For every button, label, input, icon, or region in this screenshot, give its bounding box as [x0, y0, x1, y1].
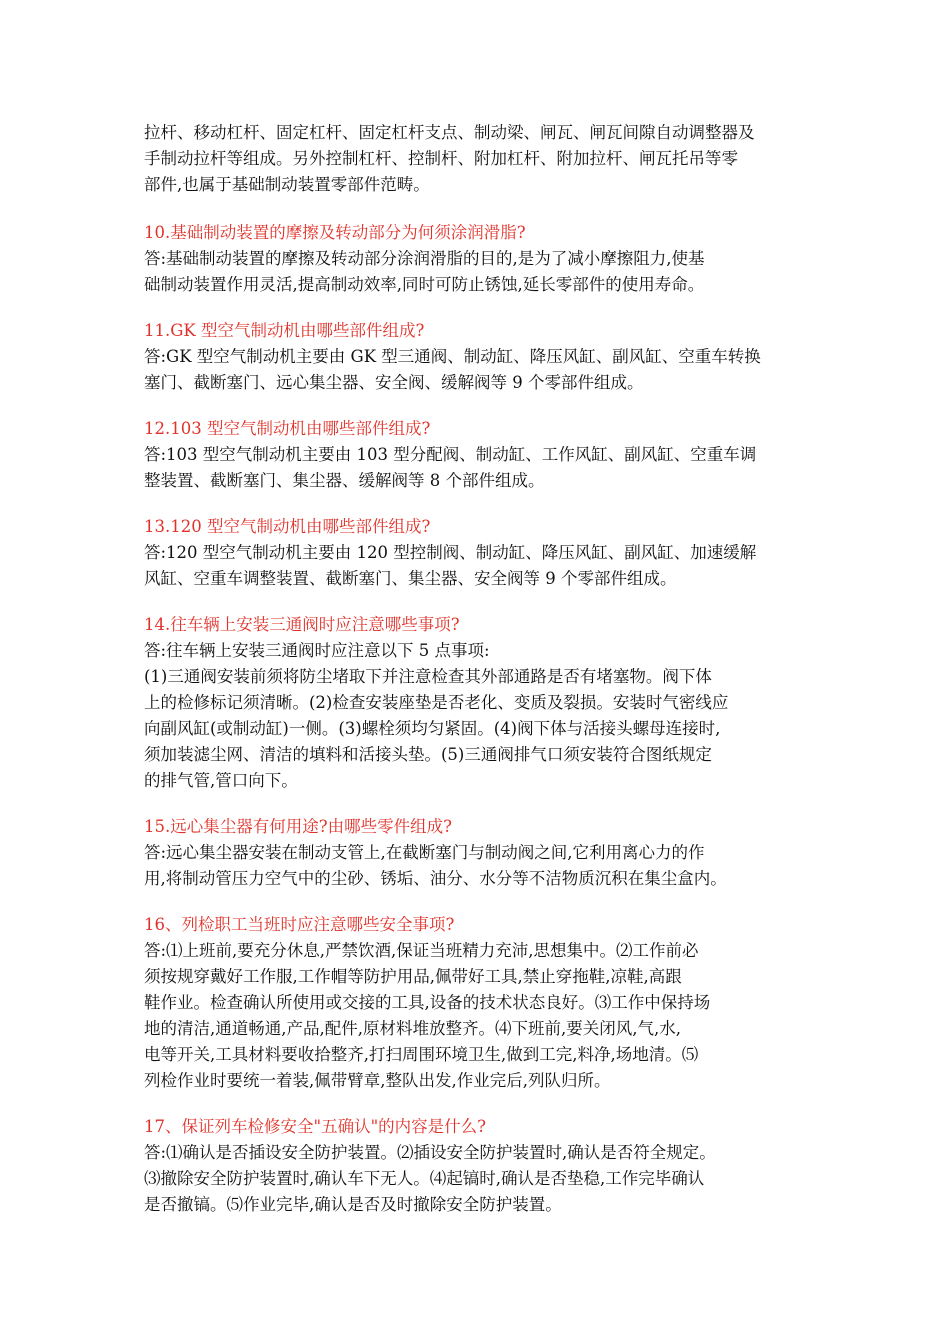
answer-line: 用,将制动管压力空气中的尘砂、锈垢、油分、水分等不洁物质沉积在集尘盒内。 [144, 869, 727, 888]
answer-line: 答:120 型空气制动机主要由 120 型控制阀、制动缸、降压风缸、副风缸、加速缓解 [144, 543, 757, 562]
question-heading: 13.120 型空气制动机由哪些部件组成? [144, 517, 431, 536]
answer-line: 塞门、截断塞门、远心集尘器、安全阀、缓解阀等 9 个零部件组成。 [144, 373, 644, 392]
intro-line: 拉杆、移动杠杆、固定杠杆、固定杠杆支点、制动梁、闸瓦、闸瓦间隙自动调整器及 [144, 123, 755, 142]
qa-item-12 [144, 416, 816, 494]
qa-item-17 [144, 1114, 816, 1218]
answer-line: 答:103 型空气制动机主要由 103 型分配阀、制动缸、工作风缸、副风缸、空重车调 [144, 445, 757, 464]
qa-item-15 [144, 814, 816, 892]
answer-line: 须加装滤尘网、清洁的填料和活接头垫。(5)三通阀排气口须安装符合图纸规定 [144, 745, 712, 764]
answer-line: 须按规穿戴好工作服,工作帽等防护用品,佩带好工具,禁止穿拖鞋,凉鞋,高跟 [144, 967, 682, 986]
answer-paragraph [144, 344, 816, 396]
answer-paragraph [144, 442, 816, 494]
answer-line: 答:往车辆上安装三通阀时应注意以下 5 点事项: [144, 641, 490, 660]
answer-line: 答:基础制动装置的摩擦及转动部分涂润滑脂的目的,是为了减小摩擦阻力,使基 [144, 249, 705, 268]
question-heading: 17、保证列车检修安全"五确认"的内容是什么? [144, 1117, 487, 1136]
question-heading: 15.远心集尘器有何用途?由哪些零件组成? [144, 817, 452, 836]
answer-paragraph [144, 246, 816, 298]
qa-item-13 [144, 514, 816, 592]
answer-line: 是否撤镐。⑸作业完毕,确认是否及时撤除安全防护装置。 [144, 1195, 562, 1214]
question-heading: 10.基础制动装置的摩擦及转动部分为何须涂润滑脂? [144, 223, 526, 242]
answer-line: 答:⑴确认是否插设安全防护装置。⑵插设安全防护装置时,确认是否符全规定。 [144, 1143, 716, 1162]
answer-paragraph [144, 638, 816, 794]
answer-line: 整装置、截断塞门、集尘器、缓解阀等 8 个部件组成。 [144, 471, 545, 490]
answer-paragraph [144, 540, 816, 592]
answer-line: 答:GK 型空气制动机主要由 GK 型三通阀、制动缸、降压风缸、副风缸、空重车转换 [144, 347, 761, 366]
question-heading: 14.往车辆上安装三通阀时应注意哪些事项? [144, 615, 460, 634]
answer-paragraph [144, 1140, 816, 1218]
document-page [144, 120, 816, 1238]
answer-line: 向副风缸(或制动缸)一侧。(3)螺栓须均匀紧固。(4)阀下体与活接头螺母连接时, [144, 719, 721, 738]
answer-line: 础制动装置作用灵活,提高制动效率,同时可防止锈蚀,延长零部件的使用寿命。 [144, 275, 705, 294]
answer-line: 地的清洁,通道畅通,产品,配件,原材料堆放整齐。⑷下班前,要关闭风,气,水, [144, 1019, 681, 1038]
answer-paragraph [144, 938, 816, 1094]
answer-line: (1)三通阀安装前须将防尘堵取下并注意检查其外部通路是否有堵塞物。阀下体 [144, 667, 712, 686]
intro-line: 手制动拉杆等组成。另外控制杠杆、控制杆、附加杠杆、附加拉杆、闸瓦托吊等零 [144, 149, 738, 168]
answer-line: 风缸、空重车调整装置、截断塞门、集尘器、安全阀等 9 个零部件组成。 [144, 569, 677, 588]
qa-item-11 [144, 318, 816, 396]
qa-item-16 [144, 912, 816, 1094]
answer-line: 鞋作业。检查确认所使用或交接的工具,设备的技术状态良好。⑶工作中保持场 [144, 993, 711, 1012]
answer-paragraph [144, 840, 816, 892]
question-heading: 11.GK 型空气制动机由哪些部件组成? [144, 321, 425, 340]
answer-line: 电等开关,工具材料要收拾整齐,打扫周围环境卫生,做到工完,料净,场地清。⑸ [144, 1045, 699, 1064]
answer-line: 答:⑴上班前,要充分休息,严禁饮酒,保证当班精力充沛,思想集中。⑵工作前必 [144, 941, 699, 960]
question-heading: 12.103 型空气制动机由哪些部件组成? [144, 419, 431, 438]
answer-line: 列检作业时要统一着装,佩带臂章,整队出发,作业完后,列队归所。 [144, 1071, 611, 1090]
answer-line: ⑶撤除安全防护装置时,确认车下无人。⑷起镐时,确认是否垫稳,工作完毕确认 [144, 1169, 705, 1188]
answer-line: 答:远心集尘器安装在制动支管上,在截断塞门与制动阀之间,它利用离心力的作 [144, 843, 705, 862]
intro-paragraph [144, 120, 816, 198]
question-heading: 16、列检职工当班时应注意哪些安全事项? [144, 915, 455, 934]
answer-line: 上的检修标记须清晰。(2)检查安装座垫是否老化、变质及裂损。安装时气密线应 [144, 693, 729, 712]
intro-line: 部件,也属于基础制动装置零部件范畴。 [144, 175, 430, 194]
qa-item-14 [144, 612, 816, 794]
answer-line: 的排气管,管口向下。 [144, 771, 298, 790]
qa-item-10 [144, 220, 816, 298]
